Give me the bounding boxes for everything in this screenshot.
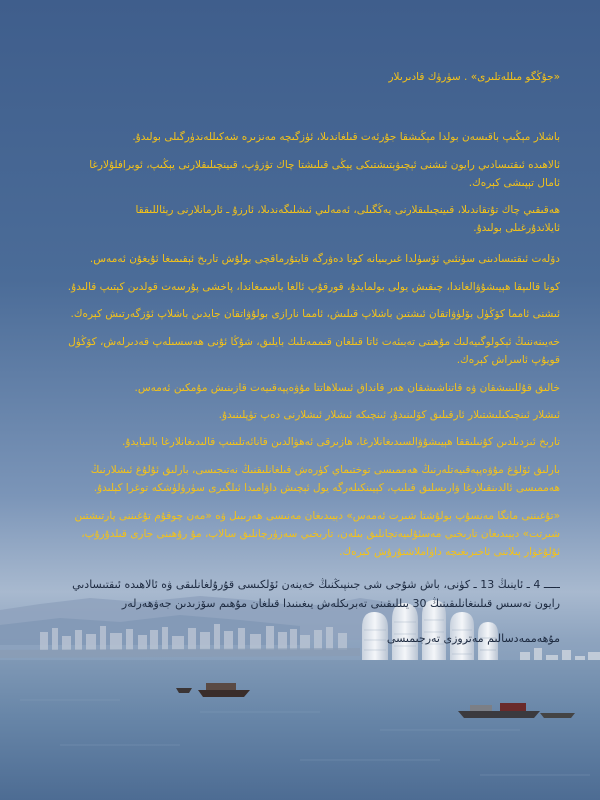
paragraph-line: خالىق قۇللىنىشقان ۋە قاتناشىشقان ھەر قانداق ئىسلاھاتتا مۇۋەپپەقىيەت قازىنىش مۇمكىن ئەمەس. [134, 382, 560, 394]
paragraph-line: بارلىق ئۆلۈغ مۇۋەپپەقىيەتلەرنىڭ ھەممىسى توختىماي كۈرەش قىلغانلىقنىڭ نەتىجىسى، بارلىق ئۇلۇغ ئىشلارنىڭ [90, 464, 560, 476]
article-title: «جۇڭگو مىللەتلىرى» . سۈرۈك قادىرىلار [388, 71, 560, 83]
dateline-line: ـــــ 4 ـ ئاينىڭ 13 ـ كۈنى، باش شۇجى شى جىنپىڭنىڭ خەينەن ئۆلكىسى قۇرۇلغانلىقى ۋە ئالاھىدە ئىقتىسادىي [72, 578, 560, 591]
paragraph-line: ئىشنى ئامما كۆڭۈل بۆلۈۋاتقان ئىشتىن باشلاپ قىلىش، ئامما نارازى بولۇۋاتقان جايدىن باشلاپ ئۆزگەرتىش كېرەك. [70, 308, 560, 320]
paragraph-line: ئىشلار ئىنچىكىلىشتىلار ئارقىلىق كۆلىنىدۇ، ئىنچىكە ئىشلار ئىشلارنى دەپ تۈپلىنىدۇ. [218, 409, 560, 421]
paragraph-line: كونا قالىپقا ھېيىشۇۋالغاندا، چىقىش يولى بولمايدۇ، قورقۇپ ئالغا باسمىغاندا، پاخشى پۇرسەت قولدىن كېتىپ قالىدۇ. [67, 281, 560, 293]
paragraph-line: ئامال تېپىشى كېرەك. [468, 177, 560, 189]
paragraph-line: ھەممىسى ئالدىنقىلارغا ۋارىسلىق قىلىپ، كېيىنكىلەرگە يول ئېچىش داۋامىدا ئىلگىرى سۈرۈلۈشكە توغرا كېلىدۇ. [93, 482, 560, 494]
paragraph-line: ھەقىقىي چاك تۇتقاندىلا، قىينچىلىقلارنى يەڭگىلى، ئەمەلىي ئىشلىگەندىلا، ئارزۇ ـ ئارمانلارنى رېئاللىققا [135, 204, 560, 216]
paragraph-line: شىرتت» دېيىدىغان تارىخىي مەسئۇلىيەتچانلىق بىلەن، تارىخىي سەزۈرچانلىق سالاپ، مۇ رۇھىنى جارى قىلدۇرۇپ، [81, 528, 560, 540]
paragraph-line: باشلار مېڭىپ باقىسەن بولدا مېڭىشقا جۇرئەت قىلغاندىلا، ئۈزگىچە مەنزىرە شەكىللەندۈرگىلى بولىدۇ. [132, 131, 560, 143]
paragraph-line: «تۇغىننى مانگا مەنسۇپ بولۇشتا شىرت ئەمەس» دېيىدىغان مەنىسى ھەرىبىل ۋە «مەن چوقۇم تۇغىننى پارتىشتىن [74, 510, 560, 522]
paragraph-line: قويۇپ ئاسراش كېرەك. [456, 354, 560, 366]
paragraph-line: ئايلاندۇرغىلى بولىدۇ. [473, 222, 560, 234]
translator-credit: مۇھەممەدسالىم مەتروزى تەرجىمىسى [386, 632, 560, 645]
paragraph-line: دۆلەت ئىقتىسادىنى سۈنئىي ئۆسۈلدا غىربىيانە كونا دەۋرگە قايتۇرماقچى بولۇش تارىخ ئېقىمىغا ئۇيغۇن ئەمەس. [89, 253, 560, 265]
paragraph-line: ئالاھىدە ئىقتىسادىي رايون ئىشنى ئېچىۋېتىشتىكى يېڭى قىلىشتا چاك تۈزۈپ، قىينچىلىقلارنى يېڭىپ، ئوبرافلۇلارغا [89, 159, 560, 171]
paragraph-line: خەيىنەننىڭ ئېكولوگىيەلىك مۇھىتى تەبىئەت ئاتا قىلغان قىممەتلىك بايلىق، شۇڭا ئۇنى ھەسسىلەپ قەدىرلەش، كۆڭۈل [68, 336, 560, 348]
paragraph-line: ئۇلۇغۋار پىلاننى ئاخىرىغىچە داۋاملاشتۇرۇش كېرەك. [339, 546, 560, 558]
paragraph-line: تارىخ ئىزدىلدىن كۇنىلىققا ھېيىشۇۋالسىدىغانلارغا، ھازىرقى ئەھۋالدىن قانائەتلىنىپ قالىدىغانلارغا بالىيايدۇ. [122, 436, 560, 448]
dateline-line: رايون تەسىس قىلىنغانلىقىنىڭ 30 يىللىقىنى تەبرىكلەش يىغىنىدا قىلغان مۇھىم سۆزىدىن جەۋھەرلەر [121, 597, 560, 610]
